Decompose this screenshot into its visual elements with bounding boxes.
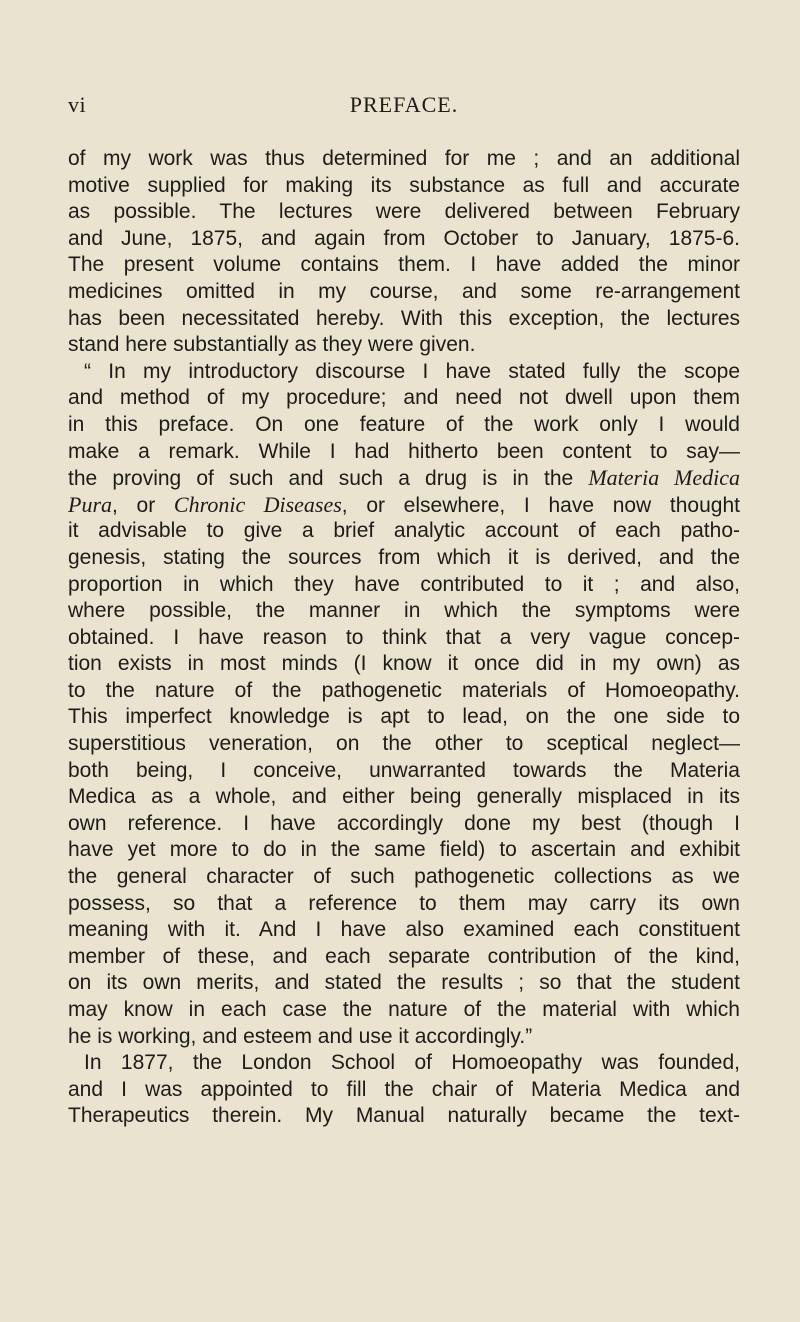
text-span: , or elsewhere, I have now thought [341,493,740,517]
text-line: both being, I conceive, unwarranted towards the Materia [68,758,740,782]
text-line [68,492,740,519]
text-line: own reference. I have accordingly done my best (though I [68,811,740,835]
text-line: genesis, stating the sources from which it is derived, and the [68,545,740,569]
text-line: to the nature of the pathogenetic materials of Homoeopathy. [68,678,740,702]
text-line: and method of my procedure; and need not dwell upon them [68,386,740,410]
text-line: In 1877, the London School of Homoeopathy was founded, [84,1051,740,1075]
text-line: motive supplied for making its substance as full and accurate [68,173,740,197]
text-line: superstitious veneration, on the other to sceptical neglect— [68,732,740,756]
italic-title: Chronic Diseases [173,491,342,517]
text-line: of my work was thus determined for me ; and an additional [68,147,740,170]
text-line: he is working, and esteem and use it accordingly.” [68,1024,533,1048]
text-line: on its own merits, and stated the results ; so that the student [68,971,740,995]
page-number: vi [68,92,87,117]
text-line: medicines omitted in my course, and some re-arrangement [68,279,740,303]
text-line: and June, 1875, and again from October to January, 1875-6. [68,226,740,250]
text-line: may know in each case the nature of the material with which [68,998,740,1021]
text-line: stand here substantially as they were given. [68,333,476,357]
text-line: obtained. I have reason to think that a very vague concep- [68,625,740,649]
text-line: possess, so that a reference to them may carry its own [68,891,740,915]
italic-title: Materia Medica [588,465,740,491]
text-line: proportion in which they have contributed to it ; and also, [68,572,740,596]
text-line: make a remark. While I had hitherto been content to say— [68,439,740,463]
text-line [68,465,740,492]
text-line: in this preface. On one feature of the work only I would [68,412,740,436]
text-line: member of these, and each separate contribution of the kind, [68,944,740,968]
text-line: it advisable to give a brief analytic account of each patho- [68,519,740,543]
preface-body-text [68,146,740,1130]
text-line: as possible. The lectures were delivered between February [68,200,740,224]
text-line: The present volume contains them. I have added the minor [68,253,740,277]
italic-title: Pura [68,491,112,517]
text-line: have yet more to do in the same field) to ascertain and exhibit [68,838,740,862]
text-line: where possible, the manner in which the symptoms were [68,599,740,623]
text-line: tion exists in most minds (I know it once did in my own) as [68,652,740,676]
text-line: has been necessitated hereby. With this exception, the lectures [68,306,740,330]
running-head [68,92,740,122]
text-span: , or [112,493,174,517]
text-line: and I was appointed to fill the chair of Materia Medica and [68,1077,740,1101]
text-line: “ In my introductory discourse I have stated fully the scope [84,359,740,383]
page-title: PREFACE. [349,92,459,117]
text-line: meaning with it. And I have also examined each constituent [68,918,740,942]
text-span: the proving of such and such a drug is in the [68,467,589,491]
text-line: the general character of such pathogenetic collections as we [68,865,740,889]
text-line: Therapeutics therein. My Manual naturally became the text- [68,1104,740,1128]
text-line: This imperfect knowledge is apt to lead, on the one side to [68,705,740,729]
text-line: Medica as a whole, and either being generally misplaced in its [68,785,740,809]
